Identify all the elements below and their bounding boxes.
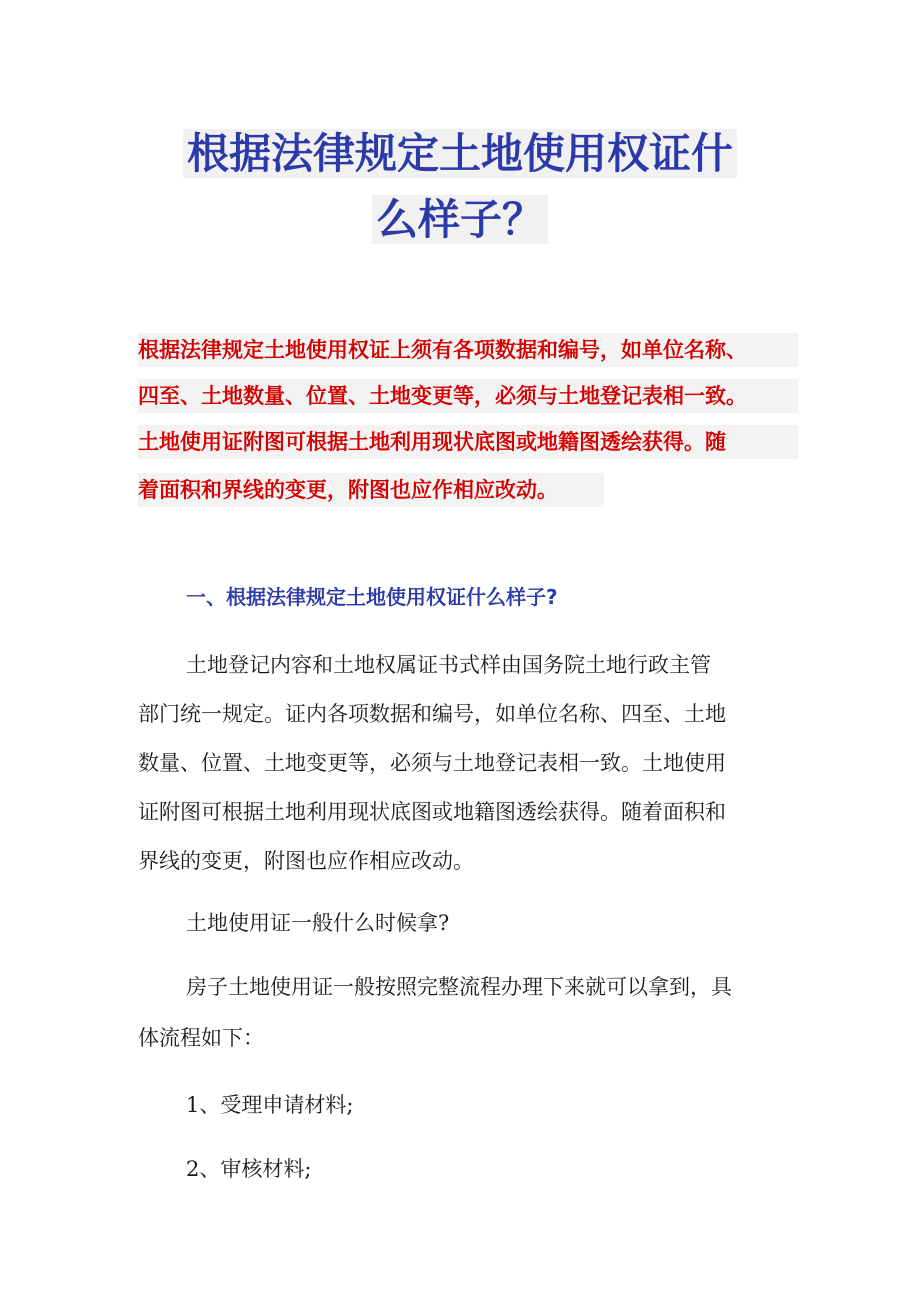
document-title-line-1 [0,124,920,184]
paragraph-line: 土地登记内容和土地权属证书式样由国务院土地行政主管 [186,653,711,677]
summary-line: 四至、土地数量、位置、土地变更等，必须与土地登记表相一致。 [138,379,798,413]
paragraph-line: 数量、位置、土地变更等，必须与土地登记表相一致。土地使用 [138,751,726,775]
summary-line: 根据法律规定土地使用权证上须有各项数据和编号，如单位名称、 [138,333,798,367]
title-text-2: 么样子？ [372,195,548,244]
summary-line: 土地使用证附图可根据土地利用现状底图或地籍图透绘获得。随 [138,425,798,459]
paragraph-line: 体流程如下： [138,1026,264,1050]
document-title-line-2 [0,190,920,250]
paragraph-line: 界线的变更，附图也应作相应改动。 [138,849,474,873]
question-line: 土地使用证一般什么时候拿? [186,911,450,935]
title-text-1: 根据法律规定土地使用权证什 [183,129,737,178]
summary-line: 着面积和界线的变更，附图也应作相应改动。 [138,473,604,507]
paragraph-line: 部门统一规定。证内各项数据和编号，如单位名称、四至、土地 [138,702,726,726]
step-item: 1、受理申请材料; [186,1093,354,1117]
paragraph-line: 房子土地使用证一般按照完整流程办理下来就可以拿到，具 [186,975,732,999]
step-item: 2、审核材料; [186,1157,312,1181]
paragraph-line: 证附图可根据土地利用现状底图或地籍图透绘获得。随着面积和 [138,800,726,824]
section-heading: 一、根据法律规定土地使用权证什么样子? [186,585,558,609]
